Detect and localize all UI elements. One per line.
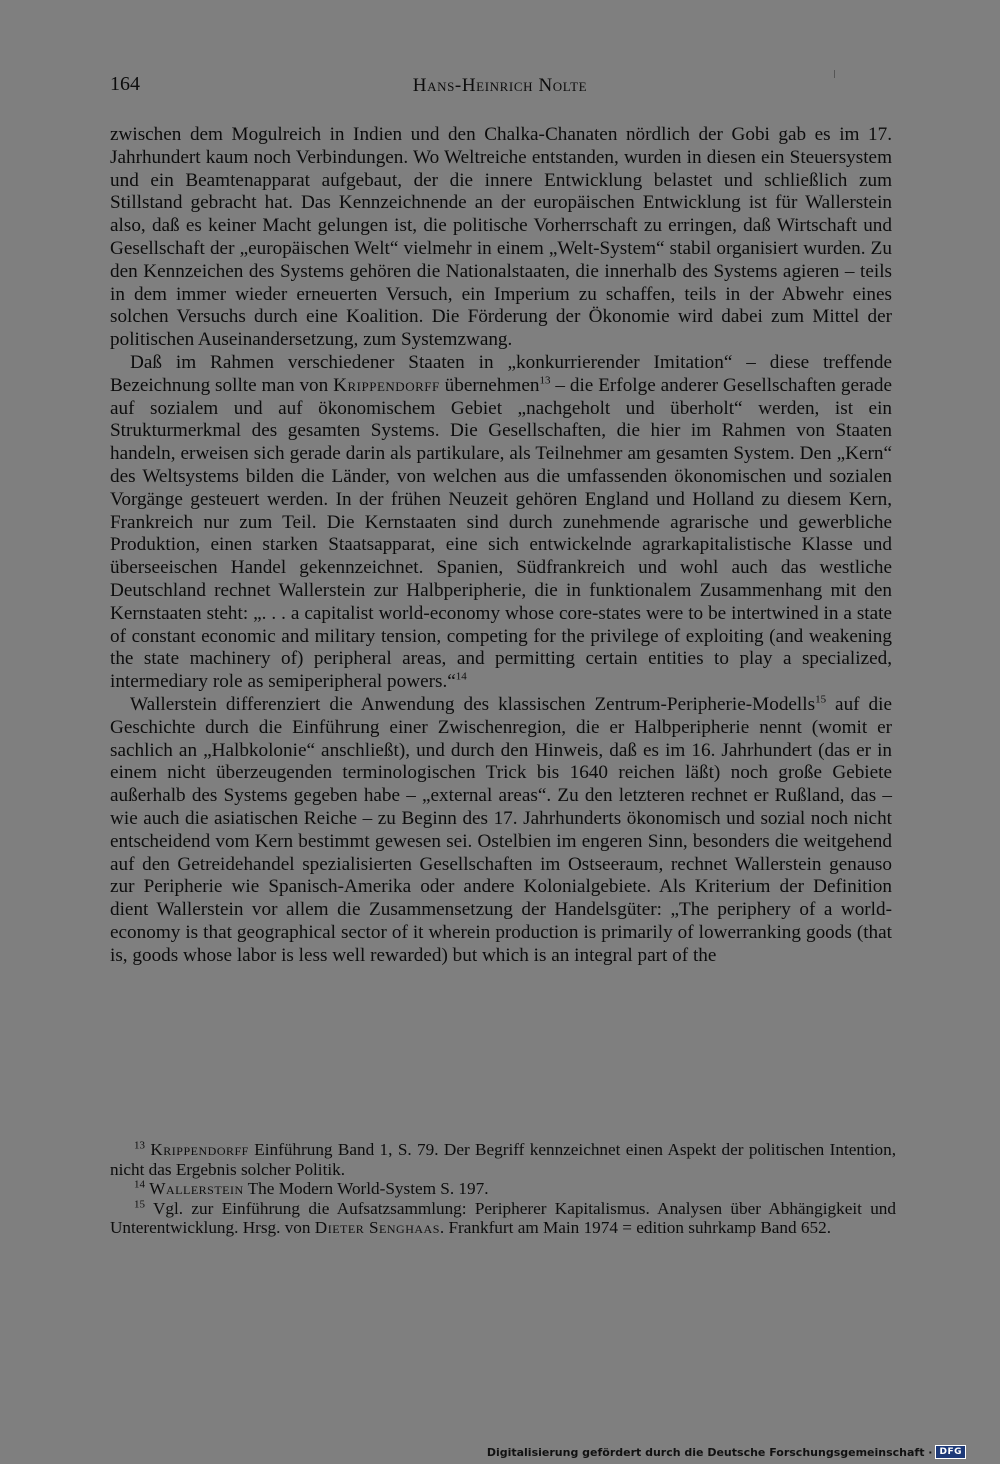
footnote-ref-14[interactable]: 14 [455,670,467,683]
paragraph-2 [110,352,892,694]
author-name-krippendorff: Krippendorff [333,374,440,396]
footnote-ref-15[interactable]: 15 [815,693,827,706]
footnote-text: The Modern World-System S. 197. [243,1179,489,1199]
page-number: 164 [110,73,140,95]
dfg-logo-icon: DFG [935,1445,966,1459]
footnote-text: Einführung Band 1, S. 79. Der Begriff kennzeichnet einen Aspekt der politischen Intention, nicht das Ergebnis solcher Politik. [110,1140,897,1179]
paragraph-2-text-c: – die Erfolge anderer Gesellschaften gerade auf sozialem und auf ökonomischem Gebiet „nachgeholt und überholt“ werden, ist ein Strukturmerkmal des gesamten Systems. Die Gesellschaften, die hier im Rahmen von Staaten handeln, erweisen sich gerade darin als partikulare, als Teilnehmer am gesamten System. Den „Kern“ des Weltsystems bilden die Länder, von welchen aus die umfassenden ökonomischen und sozialen Vorgänge gesteuert werden. In der frühen Neuzeit gehören England und Holland zu diesem Kern, Frankreich nur zum Teil. Die Kernstaaten sind durch zunehmende agrarische und gewerbliche Produktion, einen starken Staatsapparat, eine sich entwickelnde agrarkapitalistische Klasse und überseeischen Handel gekennzeichnet. Spanien, Südfrankreich und wohl auch das westliche Deutschland rechnet Wallerstein zur Halbperipherie, die in funktionalem Zusammenhang mit den Kernstaaten steht: „. . . a capitalist world-economy whose core-states were to be intertwined in a state of constant economic and military tension, competing for the privilege of exploiting (and weakening the state machinery of) peripheral areas, and permitting certain entities to play a specialized, intermediary role as semiperipheral powers.“ [110,374,893,693]
paragraph-3-text-b: auf die Geschichte durch die Einführung einer Zwischenregion, die er Halbperipherie nennt (womit er sachlich an „Halbkolonie“ anschließt), und durch den Hinweis, daß es im 16. Jahrhundert (das er in einem nicht überzeugenden terminologischen Trick bis 1640 reichen läßt) noch große Gebiete außerhalb des Systems gegeben habe – „external areas“. Zu den letzteren rechnet er Rußland, das – wie auch die asiatischen Reiche – zu Beginn des 17. Jahrhunderts ökonomisch und sozial noch nicht entscheidend vom Kern bestimmt gewesen sei. Ostelbien im engeren Sinn, besonders die weitgehend auf den Getreidehandel spezialisierten Gesellschaften im Ostseeraum, rechnet Wallerstein genauso zur Peripherie wie Spanisch-Amerika oder andere Kolonialgebiete. Als Kriterium der Definition dient Wallerstein vor allem die Zusammensetzung der Handelsgüter: „The periphery of a world-economy is that geographical sector of it wherein production is primarily of lowerranking goods (that is, goods whose labor is less well rewarded) but which is an integral part of the [110,693,892,966]
paragraph-1: zwischen dem Mogulreich in Indien und den Chalka-Chanaten nördlich der Gobi gab es im 17. Jahrhundert kaum noch Verbindungen. Wo Weltreiche entstanden, wurden in diesen ein Steuersystem und ein Beamtenapparat aufgebaut, der die innere Entwicklung belastet und schließlich zum Stillstand gebracht hat. Das Kennzeichnende an der europäischen Entwicklung ist für Wallerstein also, daß es keiner Macht gelungen ist, die politische Vorherrschaft zu erringen, daß Wirtschaft und Gesellschaft der „europäischen Welt“ vielmehr in einem „Welt-System“ stabil organisiert wurden. Zu den Kennzeichen des Systems gehören die Nationalstaaten, die innerhalb des Systems agieren – teils in dem immer wieder erneuerten Versuch, ein Imperium zu schaffen, teils in der Abwehr eines solchen Versuchs durch eine Koalition. Die Förderung der Ökonomie wird dabei zum Mittel der politischen Auseinandersetzung, zum Systemzwang. [110,124,892,351]
footnote-14 [110,1179,896,1199]
footnote-author: Krippendorff [150,1140,249,1159]
footnote-ref-13[interactable]: 13 [539,374,551,387]
footnote-number: 13 [134,1139,145,1152]
footnote-text: . Frankfurt am Main 1974 = edition suhrkamp Band 652. [439,1218,831,1238]
footnote-editor: Dieter Senghaas [314,1218,440,1238]
paragraph-2-text-b: übernehmen [444,374,540,396]
footnote-13 [110,1140,896,1179]
running-head: Hans-Heinrich Nolte [412,75,588,96]
paragraph-3 [110,694,892,968]
margin-mark [834,70,835,78]
footnote-number: 14 [134,1178,145,1191]
footnote-author: Wallerstein [149,1179,244,1199]
footnotes [110,1140,896,1238]
digitization-credit [487,1445,966,1459]
paragraph-3-text-a: Wallerstein differenziert die Anwendung des klassischen Zentrum-Peripherie-Modells [130,693,816,715]
digitization-credit-text: Digitalisierung gefördert durch die Deutsche Forschungsgemeinschaft · [486,1445,933,1459]
footnote-text: Vgl. zur Einführung die Aufsatzsammlung: Peripherer Kapitalismus. Analysen über Abhängigkeit und Unterentwicklung. Hrsg. von [110,1198,896,1238]
footnote-15 [110,1199,896,1238]
footnote-number: 15 [134,1198,145,1211]
body-text [110,124,892,967]
paragraph-2-text-a: Daß im Rahmen verschiedener Staaten in „konkurrierender Imitation“ – diese treffende Bezeichnung sollte man von [110,351,892,396]
